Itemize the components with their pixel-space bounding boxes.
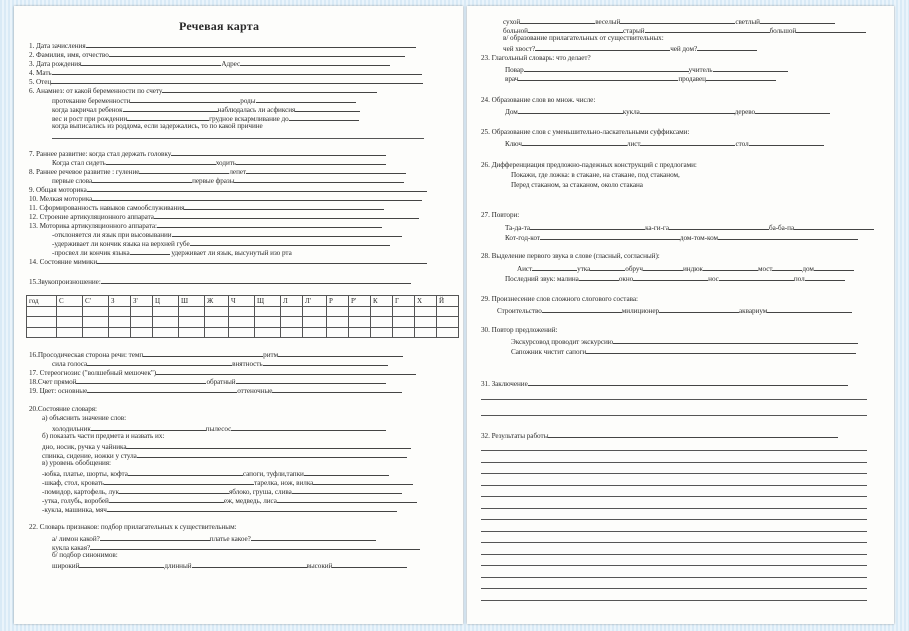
blank-line [481, 450, 867, 451]
item-7: 7. Раннее развитие: когда стал держать головку [29, 148, 386, 159]
sound-cell [281, 327, 303, 338]
sound-header-cell: С [57, 296, 83, 307]
sound-cell [327, 317, 349, 328]
item-6: 6. Анамнез: от какой беременности по счету [29, 85, 377, 96]
sound-header-cell: Л' [303, 296, 327, 307]
item-22a-sub: кукла какая? [52, 542, 420, 553]
blank-line [481, 600, 867, 601]
sound-cell [437, 317, 459, 328]
item-28-sub: Последний звук: малина окно нос пол [505, 273, 845, 284]
item-23: 23. Глагольный словарь: что делает? [481, 54, 591, 62]
anamnesis-row: когда выписались из роддома, если задержались, то по какой причине [52, 122, 263, 130]
sound-cell [27, 317, 57, 328]
adj-row: сухой веселый светлый [503, 16, 835, 27]
item-20b-sub: дно, носик, ручка у чайника [42, 441, 411, 452]
anamnesis-row: когда закричал ребенок наблюдалась ли асфиксия [52, 104, 360, 115]
item-27: 27. Повтори: [481, 211, 520, 219]
item-7-sub: Когда стал сидеть ходить [52, 157, 386, 168]
item-18: 18.Счет прямой обратный [29, 376, 386, 387]
sound-cell [131, 306, 153, 317]
item-10: 10. Мелкая моторика [29, 193, 422, 204]
blank-line [481, 485, 867, 486]
blank-line [481, 554, 867, 555]
sound-cell [205, 327, 229, 338]
blank-line [481, 473, 867, 474]
sound-cell [415, 317, 437, 328]
sound-cell [349, 317, 371, 328]
sound-cell [349, 327, 371, 338]
item-28: 28. Выделение первого звука в слове (гласный, согласный): [481, 252, 660, 260]
item-29: 29. Произнесение слов сложного слогового состава: [481, 295, 638, 303]
sound-header-cell: К [371, 296, 393, 307]
item-22b: б/ подбор синонимов: [52, 551, 118, 559]
sound-cell [83, 317, 109, 328]
item-16-sub: сила голоса внятность [52, 358, 388, 369]
sound-cell [205, 317, 229, 328]
item-23-sub: врач продавец [505, 73, 776, 84]
item-4: 4. Мать [29, 67, 422, 78]
item-29-sub: Строительство милиционер аквариум [497, 305, 852, 316]
sound-cell [179, 327, 205, 338]
sound-cell [327, 327, 349, 338]
sound-cell [83, 306, 109, 317]
motor-row: -просвел ли кончик языка удерживает ли язык, высунутый изо рта [52, 249, 292, 257]
sound-cell [255, 327, 281, 338]
item-22b-sub: широкий длинный высокий [52, 560, 407, 571]
sound-cell [131, 317, 153, 328]
item-28-sub: Аист утка обруч индюк мост дом [517, 263, 854, 274]
motor-row: -удерживает ли кончик языка на верхней губе [52, 238, 390, 249]
sound-cell [109, 317, 131, 328]
gen-row: -шкаф, стол, кровать тарелка, нож, вилка [42, 477, 413, 488]
sound-cell [327, 306, 349, 317]
sound-cell [437, 306, 459, 317]
sound-cell [349, 306, 371, 317]
sound-cell [229, 327, 255, 338]
anamnesis-row: вес и рост при рождении грудное вскармливание до [52, 113, 359, 124]
blank-line [481, 462, 867, 463]
item-20c: в) уровень обобщения: [42, 459, 112, 467]
sound-header-cell: З' [131, 296, 153, 307]
sound-cell [437, 327, 459, 338]
sound-cell [371, 327, 393, 338]
sound-cell [131, 327, 153, 338]
item-30-sub: Экскурсовод проводит экскурсию [511, 336, 858, 347]
sound-cell [57, 317, 83, 328]
sound-cell [27, 306, 57, 317]
sound-row [27, 317, 459, 328]
sound-header-cell: Ж [205, 296, 229, 307]
sound-cell [57, 306, 83, 317]
sound-cell [83, 327, 109, 338]
adj-row: больной старый большой [503, 25, 866, 36]
item-24: 24. Образование слов во множ. числе: [481, 96, 596, 104]
anamnesis-row: протекание беременности роды [52, 95, 356, 106]
item-11: 11. Сформированность навыков самообслуживания [29, 202, 384, 213]
item-20a: а) объяснить значение слов: [42, 414, 127, 422]
gen-row: -юбка, платье, шорты, кофта сапоги, туфли,тапки [42, 468, 389, 479]
item-15: 15.Звукопроизношение: [29, 276, 411, 287]
blank-line [481, 565, 867, 566]
item-26: 26. Дифференциация предложно-падежных конструкций с предлогами: [481, 161, 697, 169]
item-27-sub: Кот-год-кот дом-том-ком [505, 232, 858, 243]
sound-cell [371, 306, 393, 317]
sound-table [26, 295, 459, 338]
blank-line [481, 519, 867, 520]
sound-header-row [27, 296, 459, 307]
item-32: 32. Результаты работы [481, 430, 838, 441]
sound-header-cell: год [27, 296, 57, 307]
sound-header-cell: Ш [179, 296, 205, 307]
sound-cell [255, 306, 281, 317]
item-22a: а/ лимон какой? платье какое? [52, 533, 376, 544]
sound-header-cell: Р' [349, 296, 371, 307]
item-8-sub: первые слова первые фразы [52, 175, 404, 186]
item-20a-sub: холодильник пылесос [52, 423, 386, 434]
sound-cell [57, 327, 83, 338]
adj-v: в/ образование прилагательных от существительных: [503, 34, 664, 42]
item-13: 13. Моторика артикуляционного аппарата: [29, 220, 382, 231]
blank-line [481, 508, 867, 509]
sound-cell [153, 327, 179, 338]
item-2: 2. Фамилия, имя, отчество [29, 49, 405, 60]
item-12: 12. Строение артикуляционного аппарата [29, 211, 419, 222]
item-30-sub: Сапожник чистит сапоги [511, 346, 856, 357]
item-26-sub: Перед стаканом, за стаканом, около стакана [511, 181, 643, 189]
item-31: 31. Заключение [481, 378, 848, 389]
sound-header-cell: З [109, 296, 131, 307]
sound-cell [303, 327, 327, 338]
item-24-sub: Дом кукла дерево [505, 106, 830, 117]
sound-cell [153, 317, 179, 328]
blank-line [52, 138, 424, 139]
item-19: 19. Цвет: основные оттеночные [29, 385, 402, 396]
sound-cell [415, 306, 437, 317]
item-1: 1. Дата зачисления [29, 40, 416, 51]
sound-header-cell: Р [327, 296, 349, 307]
sound-cell [109, 306, 131, 317]
blank-line [481, 577, 867, 578]
sound-header-cell: Щ [255, 296, 281, 307]
sound-cell [393, 306, 415, 317]
sound-cell [281, 317, 303, 328]
sound-cell [153, 306, 179, 317]
sound-header-cell: Й [437, 296, 459, 307]
sound-header-cell: Х [415, 296, 437, 307]
sound-row [27, 306, 459, 317]
item-9: 9. Общая моторика [29, 184, 427, 195]
gen-row: -помидор, картофель, лук яблоко, груша, слива [42, 486, 402, 497]
gen-row: -утка, голубь, воробей еж, медведь, лиса [42, 495, 417, 506]
sound-cell [281, 306, 303, 317]
sound-cell [393, 317, 415, 328]
motor-row: -отклоняется ли язык при высовывании [52, 229, 402, 240]
blank-line [481, 531, 867, 532]
sound-cell [303, 317, 327, 328]
sound-cell [415, 327, 437, 338]
item-20b: б) показать части предмета и назвать их: [42, 432, 165, 440]
sound-cell [179, 317, 205, 328]
blank-line [481, 542, 867, 543]
item-14: 14. Состояние мимики [29, 256, 427, 267]
blank-line [481, 399, 867, 400]
sound-cell [179, 306, 205, 317]
blank-line [481, 496, 867, 497]
item-23-sub: Повар учитель [505, 64, 788, 75]
page-title: Речевая карта [179, 19, 260, 33]
adj-v-sub: чей хвост? чей дом? [503, 43, 757, 54]
sound-header-cell: С' [83, 296, 109, 307]
sound-cell [255, 317, 281, 328]
item-25: 25. Образование слов с уменьшительно-ласкательными суффиксами: [481, 128, 690, 136]
item-30: 30. Повтор предложений: [481, 326, 558, 334]
sound-cell [229, 317, 255, 328]
gen-row: -кукла, машинка, мяч [42, 504, 397, 515]
item-8: 8. Раннее речевое развитие : гуление лепет [29, 166, 406, 177]
left-page [14, 6, 463, 624]
item-22: 22. Словарь признаков: подбор прилагательных к существительным: [29, 523, 237, 531]
blank-line [481, 415, 867, 416]
sound-header-cell: Г [393, 296, 415, 307]
sound-row [27, 327, 459, 338]
item-5: 5. Отец [29, 76, 423, 87]
item-16: 16.Просодическая сторона речи: темп ритм [29, 349, 403, 360]
sound-cell [393, 327, 415, 338]
sound-cell [303, 306, 327, 317]
item-26-sub: Покажи, где ложка: в стакане, на стакане, под стаканом, [511, 171, 680, 179]
item-20: 20.Состояние словаря: [29, 405, 97, 413]
item-25-sub: Ключ лист стол [505, 138, 824, 149]
sound-cell [27, 327, 57, 338]
sound-cell [205, 306, 229, 317]
item-3: 3. Дата рождения Адрес [29, 58, 390, 69]
sound-cell [109, 327, 131, 338]
sound-header-cell: Ч [229, 296, 255, 307]
sound-cell [229, 306, 255, 317]
sound-header-cell: Л [281, 296, 303, 307]
sound-header-cell: Ц [153, 296, 179, 307]
right-page [467, 6, 894, 624]
blank-line [481, 588, 867, 589]
sound-cell [371, 317, 393, 328]
item-20b-sub: спинка, сидение, ножки у стула [42, 450, 407, 461]
item-17: 17. Стереогнозис ("волшебный мешочек") [29, 367, 416, 378]
item-27-sub: Та-да-та ка-ги-га ба-ба-па [505, 222, 874, 233]
